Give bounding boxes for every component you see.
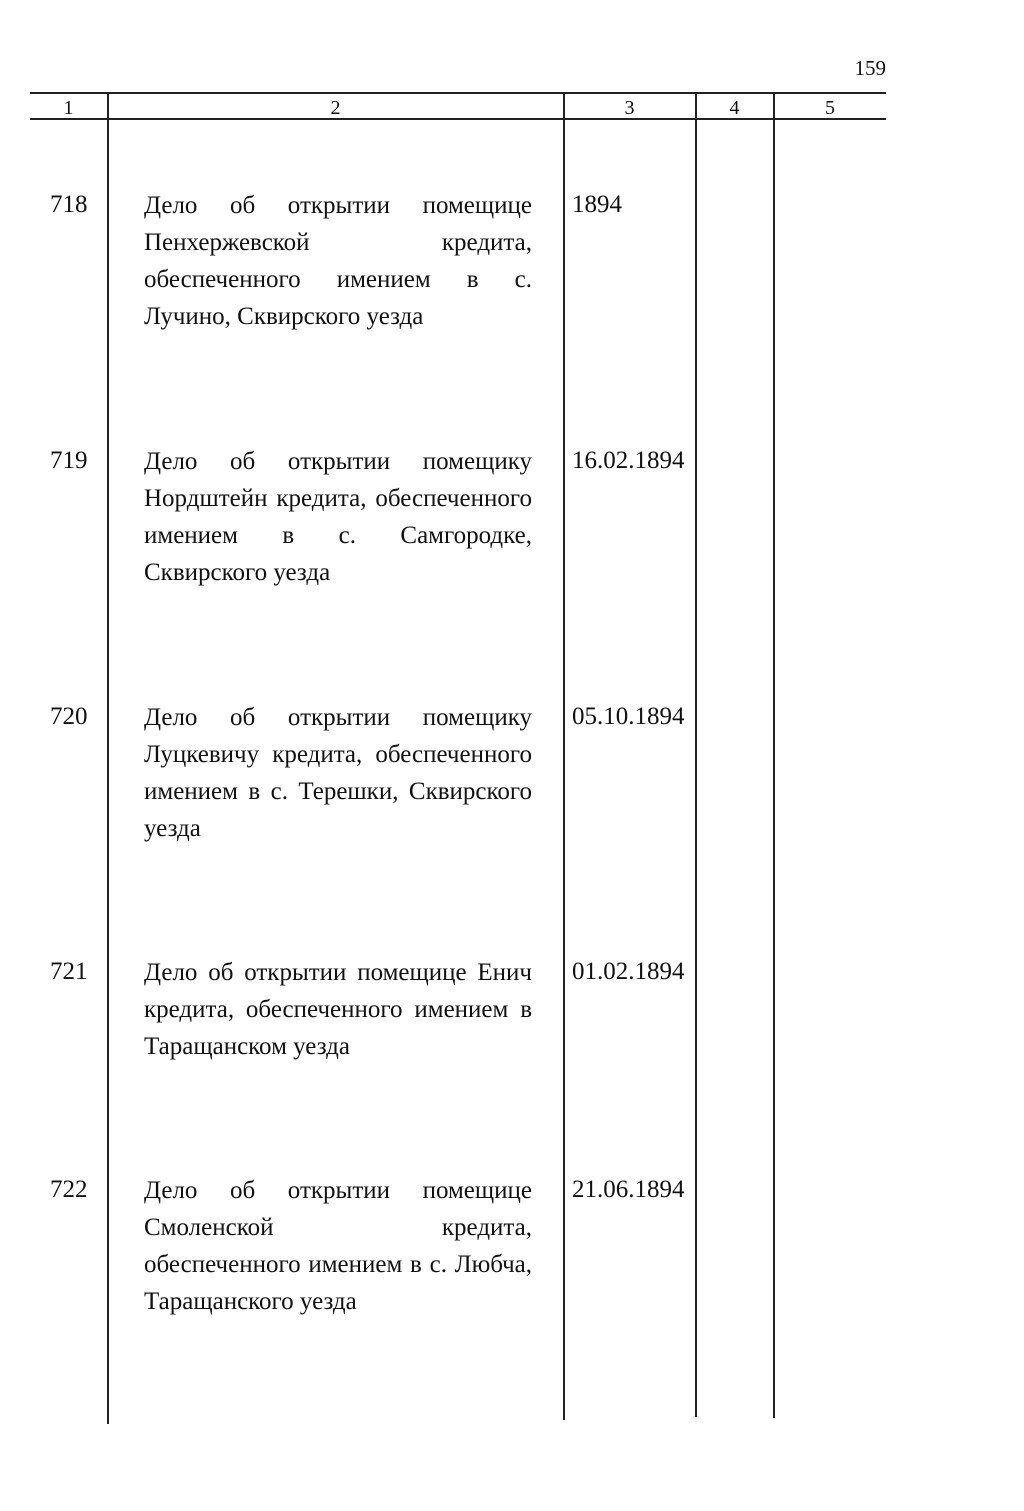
column-divider-4 (773, 92, 775, 1418)
column-divider-3 (695, 92, 697, 1417)
row-date: 16.02.1894 (572, 447, 685, 474)
row-description: Дело об открытии помещику Луцкевичу кредита, обеспеченного имением в с. Терешки, Сквирского уезда (144, 704, 532, 842)
row-description: Дело об открытии помещику Нордштейн кредита, обеспеченного имением в с. Самгородке, Сквирского уезда (144, 448, 532, 586)
header-col-2: 2 (330, 97, 341, 119)
header-col-4: 4 (729, 97, 740, 119)
row-date: 01.02.1894 (572, 958, 685, 985)
row-date: 1894 (572, 191, 622, 218)
row-number: 722 (50, 1176, 88, 1203)
row-description: Дело об открытии помещице Енич кредита, обеспеченного имением в Таращанском уезда (144, 959, 532, 1060)
row-date: 21.06.1894 (572, 1176, 685, 1203)
header-col-1: 1 (63, 97, 74, 119)
row-description: Дело об открытии помещице Пенхержевской кредита, обеспеченного имением в с. Лучино, Сквирского уезда (144, 192, 532, 330)
page-number: 159 (854, 56, 886, 80)
header-top-rule (30, 92, 886, 94)
row-number: 718 (50, 191, 88, 218)
row-date: 05.10.1894 (572, 703, 685, 730)
row-number: 721 (50, 958, 88, 985)
column-divider-2 (563, 92, 565, 1420)
row-number: 720 (50, 703, 88, 730)
row-description: Дело об открытии помещице Смоленской кредита, обеспеченного имением в с. Любча, Таращанского уезда (144, 1177, 532, 1315)
column-divider-1 (107, 92, 109, 1424)
header-col-5: 5 (825, 97, 835, 119)
row-number: 719 (50, 447, 88, 474)
header-col-3: 3 (624, 97, 635, 119)
